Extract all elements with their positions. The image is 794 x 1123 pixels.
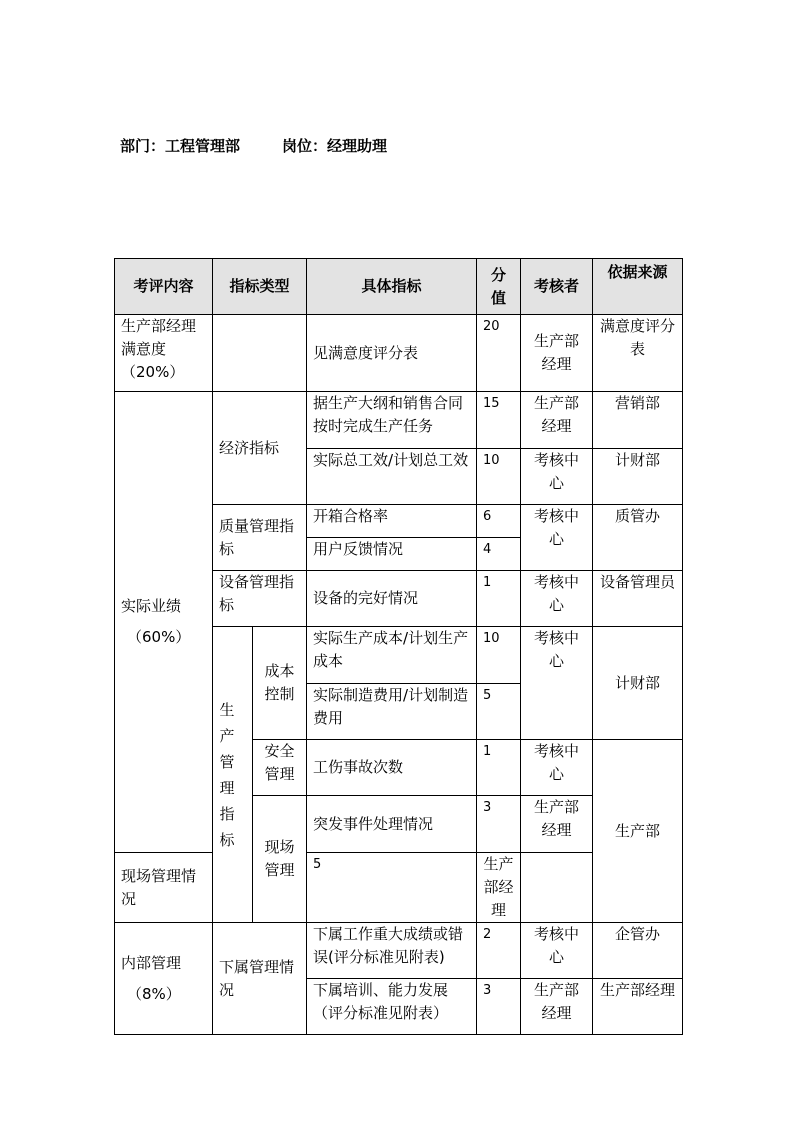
subtype-safety: 安全管理 — [253, 740, 307, 796]
section-internal — [115, 923, 213, 1035]
score-cell: 15 — [477, 392, 521, 449]
source-cell: 计财部 — [593, 627, 683, 740]
indicator-cell: 见满意度评分表 — [307, 315, 477, 392]
indicator-cell: 实际总工效/计划总工效 — [307, 449, 477, 505]
kpi-table — [114, 258, 683, 1035]
score-cell: 5 — [307, 853, 477, 923]
indicator-cell: 实际生产成本/计划生产成本 — [307, 627, 477, 684]
table-row — [115, 315, 683, 392]
section-satisfaction — [115, 315, 213, 392]
department-label: 部门：工程管理部 — [120, 137, 241, 155]
assessor-cell: 生产部经理 — [477, 853, 521, 923]
score-cell: 4 — [477, 538, 521, 571]
header-row — [115, 259, 683, 315]
source-cell: 满意度评分表 — [593, 315, 683, 392]
type-subordinate: 下属管理情况 — [213, 923, 307, 1035]
source-cell: 计财部 — [593, 449, 683, 505]
indicator-cell: 实际制造费用/计划制造费用 — [307, 684, 477, 740]
assessor-cell: 生产部经理 — [521, 315, 593, 392]
section-internal-name: 内部管理 — [121, 953, 182, 972]
empty-type-cell — [213, 315, 307, 392]
subtype-cost: 成本控制 — [253, 627, 307, 740]
table-row — [115, 392, 683, 449]
indicator-cell: 设备的完好情况 — [307, 571, 477, 627]
score-cell: 2 — [477, 923, 521, 979]
score-cell: 3 — [477, 979, 521, 1035]
section-performance-pct: （60%） — [127, 628, 191, 646]
source-cell: 生产部 — [593, 740, 683, 923]
section-performance-name: 实际业绩 — [121, 597, 182, 615]
assessor-cell: 生产部经理 — [521, 979, 593, 1035]
indicator-cell: 开箱合格率 — [307, 505, 477, 538]
subtype-site: 现场管理 — [253, 796, 307, 923]
indicator-cell: 工伤事故次数 — [307, 740, 477, 796]
col-specific-indicator: 具体指标 — [307, 259, 477, 315]
indicator-cell: 现场管理情况 — [115, 853, 213, 923]
indicator-cell: 据生产大纲和销售合同按时完成生产任务 — [307, 392, 477, 449]
score-cell: 10 — [477, 627, 521, 684]
table-row — [115, 923, 683, 979]
section-performance — [115, 392, 213, 853]
assessor-cell: 考核中心 — [521, 505, 593, 571]
score-cell: 20 — [477, 315, 521, 392]
assessor-cell: 考核中心 — [521, 627, 593, 740]
score-cell: 6 — [477, 505, 521, 538]
source-cell: 设备管理员 — [593, 571, 683, 627]
type-quality: 质量管理指标 — [213, 505, 307, 571]
source-cell: 企管办 — [593, 923, 683, 979]
page-heading — [120, 135, 387, 156]
indicator-cell: 下属培训、能力发展（评分标准见附表） — [307, 979, 477, 1035]
source-cell: 生产部经理 — [593, 979, 683, 1035]
col-score: 分值 — [477, 259, 521, 315]
position-label: 岗位：经理助理 — [282, 137, 388, 155]
type-economic: 经济指标 — [213, 392, 307, 505]
col-assessment-content: 考评内容 — [115, 259, 213, 315]
type-equipment: 设备管理指标 — [213, 571, 307, 627]
indicator-cell: 用户反馈情况 — [307, 538, 477, 571]
score-cell: 10 — [477, 449, 521, 505]
type-production-label: 生产管理指标 — [219, 700, 235, 849]
indicator-cell: 下属工作重大成绩或错误(评分标准见附表) — [307, 923, 477, 979]
score-cell: 1 — [477, 740, 521, 796]
score-cell: 1 — [477, 571, 521, 627]
col-source: 依据来源 — [593, 259, 683, 315]
assessor-cell: 考核中心 — [521, 571, 593, 627]
assessor-cell: 考核中心 — [521, 923, 593, 979]
col-indicator-type: 指标类型 — [213, 259, 307, 315]
type-production — [213, 627, 253, 923]
score-cell: 3 — [477, 796, 521, 853]
source-cell: 营销部 — [593, 392, 683, 449]
assessor-cell: 生产部经理 — [521, 392, 593, 449]
assessor-cell: 考核中心 — [521, 740, 593, 796]
indicator-cell: 突发事件处理情况 — [307, 796, 477, 853]
section-internal-pct: （8%） — [127, 984, 181, 1003]
assessor-cell: 考核中心 — [521, 449, 593, 505]
source-cell: 质管办 — [593, 505, 683, 571]
col-assessor: 考核者 — [521, 259, 593, 315]
assessor-cell: 生产部经理 — [521, 796, 593, 853]
section-satisfaction-name: 生产部经理满意度（20%） — [121, 317, 197, 381]
score-cell: 5 — [477, 684, 521, 740]
